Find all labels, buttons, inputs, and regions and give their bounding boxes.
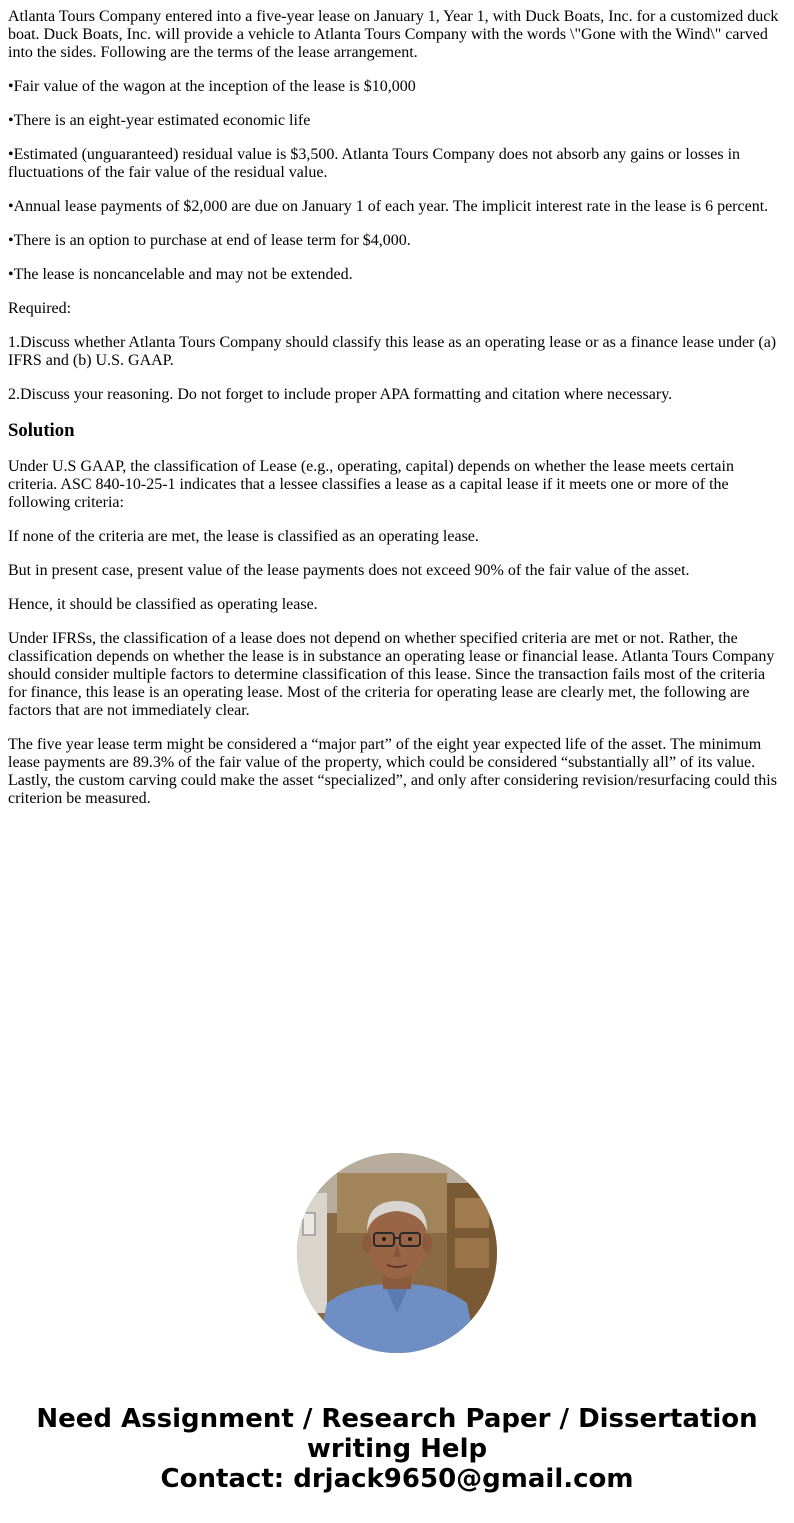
term-economic-life: •There is an eight-year estimated economic life xyxy=(8,112,311,129)
solution-paragraph: Under U.S GAAP, the classification of Lease (e.g., operating, capital) depends on whether the lease meets certain criteria. ASC 840-10-25-1 indicates that a lessee classifies a lease as a capital lease if it meets one or more of the following criteria: xyxy=(8,458,734,511)
required-label: Required: xyxy=(8,300,72,317)
requirement-1: 1.Discuss whether Atlanta Tours Company should classify this lease as an operating lease or as a finance lease under (a) IFRS and (b) U.S. GAAP. xyxy=(8,334,777,369)
term-noncancelable: •The lease is noncancelable and may not be extended. xyxy=(8,266,353,283)
question-intro: Atlanta Tours Company entered into a five-year lease on January 1, Year 1, with Duck Boats, Inc. for a customized duck boat. Duck Boats, Inc. will provide a vehicle to Atlanta Tours Company with the words \"Gone with the Wind\" carved into the sides. Following are the terms of the lease arrangement. xyxy=(8,8,779,61)
solution-paragraph: If none of the criteria are met, the lease is classified as an operating lease. xyxy=(8,528,479,545)
term-lease-payments: •Annual lease payments of $2,000 are due on January 1 of each year. The implicit interest rate in the lease is 6 percent. xyxy=(8,198,769,215)
footer-banner xyxy=(0,1404,794,1494)
document-body xyxy=(8,8,786,824)
footer-contact: Contact: drjack9650@gmail.com xyxy=(160,1464,634,1494)
footer-line: Need Assignment / Research Paper / Dissertation xyxy=(36,1404,758,1434)
term-fair-value: •Fair value of the wagon at the inception of the lease is $10,000 xyxy=(8,78,416,95)
requirement-2: 2.Discuss your reasoning. Do not forget to include proper APA formatting and citation where necessary. xyxy=(8,386,673,403)
solution-paragraph: Under IFRSs, the classification of a lease does not depend on whether specified criteria are met or not. Rather, the classification depends on whether the lease is in substance an operating lease or financial lease. Atlanta Tours Company should consider multiple factors to determine classification of this lease. Since the transaction fails most of the criteria for finance, this lease is an operating lease. Most of the criteria for operating lease are clearly met, the following are factors that are not immediately clear. xyxy=(8,630,775,719)
avatar xyxy=(297,1153,497,1353)
term-residual-value: •Estimated (unguaranteed) residual value is $3,500. Atlanta Tours Company does not absorb any gains or losses in fluctuations of the fair value of the residual value. xyxy=(8,146,741,181)
solution-heading: Solution xyxy=(8,420,75,441)
footer-line: writing Help xyxy=(306,1434,488,1464)
solution-paragraph: The five year lease term might be considered a “major part” of the eight year expected life of the asset. The minimum lease payments are 89.3% of the fair value of the property, which could be considered “substantially all” of its value. Lastly, the custom carving could make the asset “specialized”, and only after considering revision/resurfacing could this criterion be measured. xyxy=(8,736,777,807)
person-photo-icon xyxy=(297,1153,497,1353)
solution-paragraph: Hence, it should be classified as operating lease. xyxy=(8,596,318,613)
term-purchase-option: •There is an option to purchase at end of lease term for $4,000. xyxy=(8,232,411,249)
solution-paragraph: But in present case, present value of the lease payments does not exceed 90% of the fair value of the asset. xyxy=(8,562,690,579)
